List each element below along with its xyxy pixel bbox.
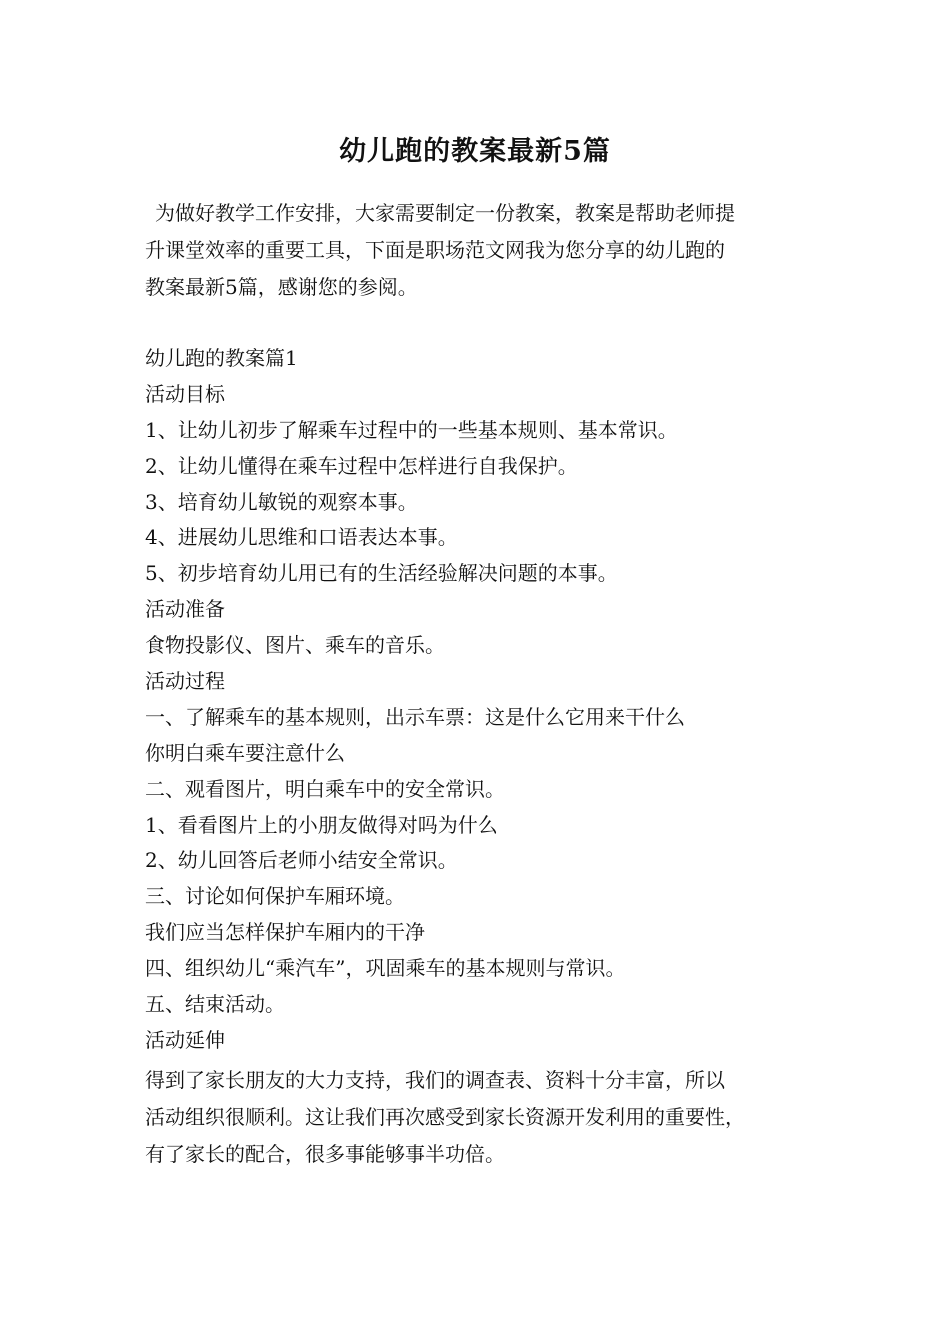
closing-paragraph (145, 1062, 845, 1173)
process-step: 一、了解乘车的基本规则，出示车票：这是什么它用来干什么 (145, 704, 685, 729)
subheading-process: 活动过程 (145, 669, 225, 694)
closing-line: 活动组织很顺利。这让我们再次感受到家长资源开发利用的重要性， (145, 1105, 745, 1129)
process-step: 三、讨论如何保护车厢环境。 (145, 884, 405, 909)
process-step: 四、组织幼儿“乘汽车”，巩固乘车的基本规则与常识。 (145, 956, 626, 981)
process-text: 1、看看图片上的小朋友做得对吗为什么 (145, 812, 498, 837)
intro-line: 教案最新5篇，感谢您的参阅。 (145, 275, 418, 299)
intro-line: 升课堂效率的重要工具，下面是职场范文网我为您分享的幼儿跑的 (145, 238, 725, 262)
goal-item: 1、让幼儿初步了解乘车过程中的一些基本规则、基本常识。 (145, 417, 678, 442)
goal-item: 2、让幼儿懂得在乘车过程中怎样进行自我保护。 (145, 453, 578, 478)
section-heading: 幼儿跑的教案篇1 (145, 346, 298, 370)
process-step: 五、结束活动。 (145, 992, 285, 1017)
closing-line: 得到了家长朋友的大力支持，我们的调查表、资料十分丰富，所以 (145, 1068, 725, 1092)
process-step: 二、观看图片，明白乘车中的安全常识。 (145, 776, 505, 801)
subheading-preparation: 活动准备 (145, 597, 225, 622)
goal-item: 3、培育幼儿敏锐的观察本事。 (145, 489, 418, 514)
process-text: 我们应当怎样保护车厢内的干净 (145, 920, 425, 945)
document-title: 幼儿跑的教案最新5篇 (339, 136, 611, 167)
intro-line: 为做好教学工作安排，大家需要制定一份教案，教案是帮助老师提 (155, 201, 735, 225)
subheading-extension: 活动延伸 (145, 1027, 225, 1052)
lesson-content (145, 341, 845, 1059)
closing-line: 有了家长的配合，很多事能够事半功倍。 (145, 1142, 505, 1166)
goal-item: 5、初步培育幼儿用已有的生活经验解决问题的本事。 (145, 561, 618, 586)
intro-paragraph (145, 195, 835, 306)
goal-item: 4、进展幼儿思维和口语表达本事。 (145, 525, 458, 550)
preparation-text: 食物投影仪、图片、乘车的音乐。 (145, 633, 445, 658)
process-text: 你明白乘车要注意什么 (145, 740, 345, 765)
subheading-activity-goals: 活动目标 (145, 381, 225, 406)
process-text: 2、幼儿回答后老师小结安全常识。 (145, 848, 458, 873)
